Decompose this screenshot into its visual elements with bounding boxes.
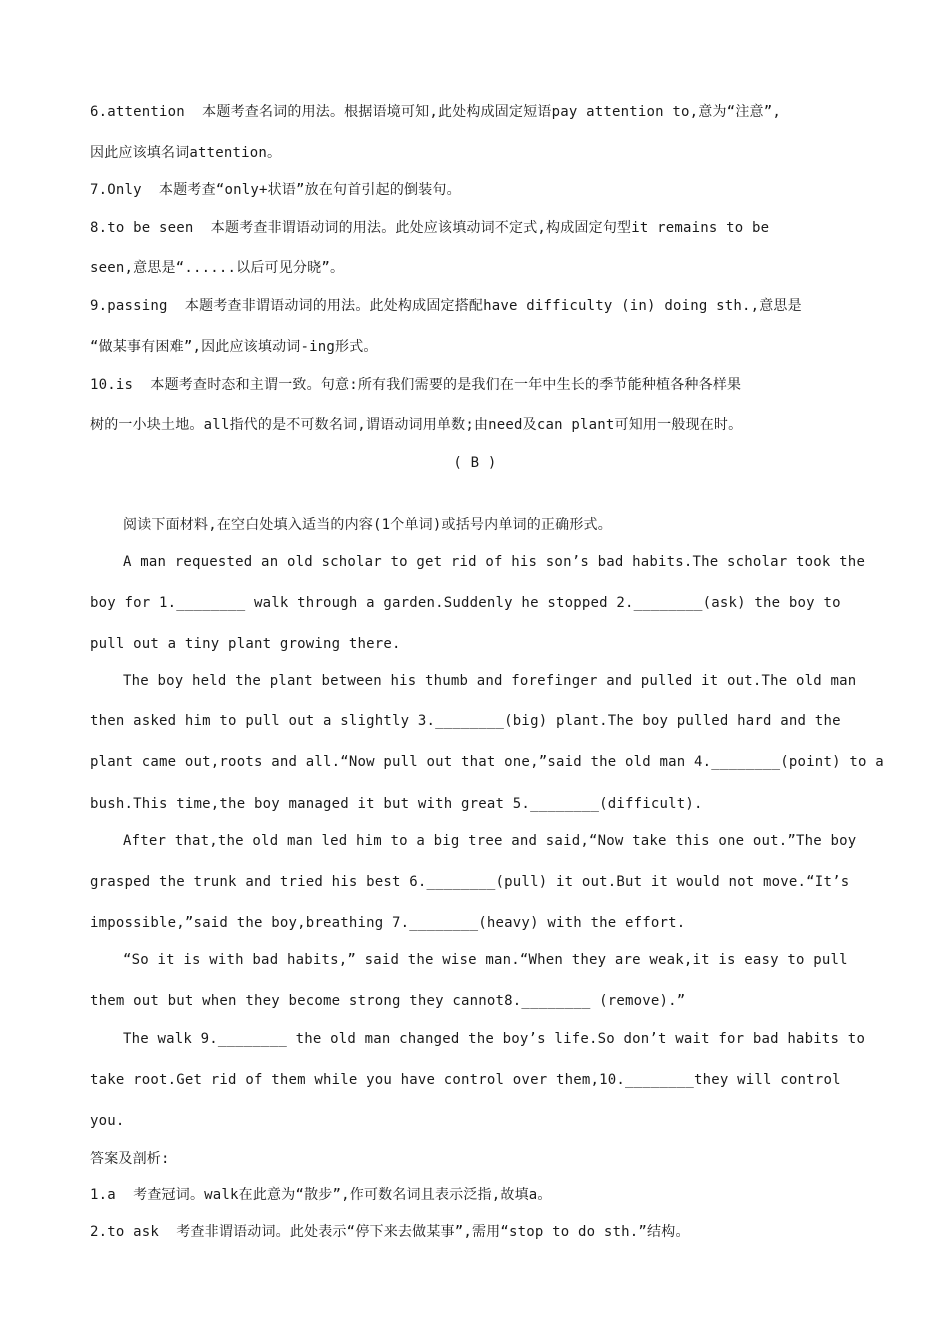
passage-p2-line-4: bush.This time,the boy managed it but with great 5.________(difficult). — [90, 796, 703, 812]
answer-b-1: 1.a 考查冠词。walk在此意为“散步”,作可数名词且表示泛指,故填a。 — [90, 1187, 552, 1203]
passage-p4-line-2: them out but when they become strong they cannot8.________ (remove).” — [90, 993, 686, 1009]
passage-p5-line-3: you. — [90, 1113, 125, 1129]
passage-p4-line-1: “So it is with bad habits,” said the wise man.“When they are weak,it is easy to pull — [123, 952, 848, 968]
answer-8-line-1: 8.to be seen 本题考查非谓语动词的用法。此处应该填动词不定式,构成固定句型it remains to be — [90, 220, 770, 236]
answer-8-line-2: seen,意思是“......以后可见分晓”。 — [90, 260, 345, 276]
passage-p5-line-1: The walk 9.________ the old man changed the boy’s life.So don’t wait for bad habits to — [123, 1031, 866, 1047]
passage-p1-line-2: boy for 1.________ walk through a garden.Suddenly he stopped 2.________(ask) the boy to — [90, 595, 841, 611]
answer-9-line-2: “做某事有困难”,因此应该填动词-ing形式。 — [90, 339, 378, 355]
answer-7: 7.Only 本题考查“only+状语”放在句首引起的倒装句。 — [90, 182, 461, 198]
section-heading-b: ( B ) — [453, 455, 497, 471]
answer-6-line-2: 因此应该填名词attention。 — [90, 145, 282, 161]
passage-p2-line-2: then asked him to pull out a slightly 3.________(big) plant.The boy pulled hard and the — [90, 713, 841, 729]
answer-9-line-1: 9.passing 本题考查非谓语动词的用法。此处构成固定搭配have difficulty (in) doing sth.,意思是 — [90, 298, 802, 314]
passage-p1-line-3: pull out a tiny plant growing there. — [90, 636, 401, 652]
passage-p3-line-2: grasped the trunk and tried his best 6.________(pull) it out.But it would not move.“It’s — [90, 874, 850, 890]
answer-6-line-1: 6.attention 本题考查名词的用法。根据语境可知,此处构成固定短语pay attention to,意为“注意”, — [90, 104, 781, 120]
passage-p2-line-3: plant came out,roots and all.“Now pull out that one,”said the old man 4.________(point) to a — [90, 754, 884, 770]
passage-p2-line-1: The boy held the plant between his thumb and forefinger and pulled it out.The old man — [123, 673, 857, 689]
passage-p3-line-1: After that,the old man led him to a big tree and said,“Now take this one out.”The boy — [123, 833, 857, 849]
answer-10-line-2: 树的一小块土地。all指代的是不可数名词,谓语动词用单数;由need及can plant可知用一般现在时。 — [90, 417, 743, 433]
passage-p5-line-2: take root.Get rid of them while you have control over them,10.________they will control — [90, 1072, 841, 1088]
answer-10-line-1: 10.is 本题考查时态和主谓一致。句意:所有我们需要的是我们在一年中生长的季节能种植各种各样果 — [90, 377, 742, 393]
answers-heading: 答案及剖析: — [90, 1151, 170, 1167]
instructions: 阅读下面材料,在空白处填入适当的内容(1个单词)或括号内单词的正确形式。 — [123, 517, 612, 533]
passage-p1-line-1: A man requested an old scholar to get rid of his son’s bad habits.The scholar took the — [123, 554, 866, 570]
passage-p3-line-3: impossible,”said the boy,breathing 7.________(heavy) with the effort. — [90, 915, 686, 931]
answer-b-2: 2.to ask 考查非谓语动词。此处表示“停下来去做某事”,需用“stop to do sth.”结构。 — [90, 1224, 690, 1240]
